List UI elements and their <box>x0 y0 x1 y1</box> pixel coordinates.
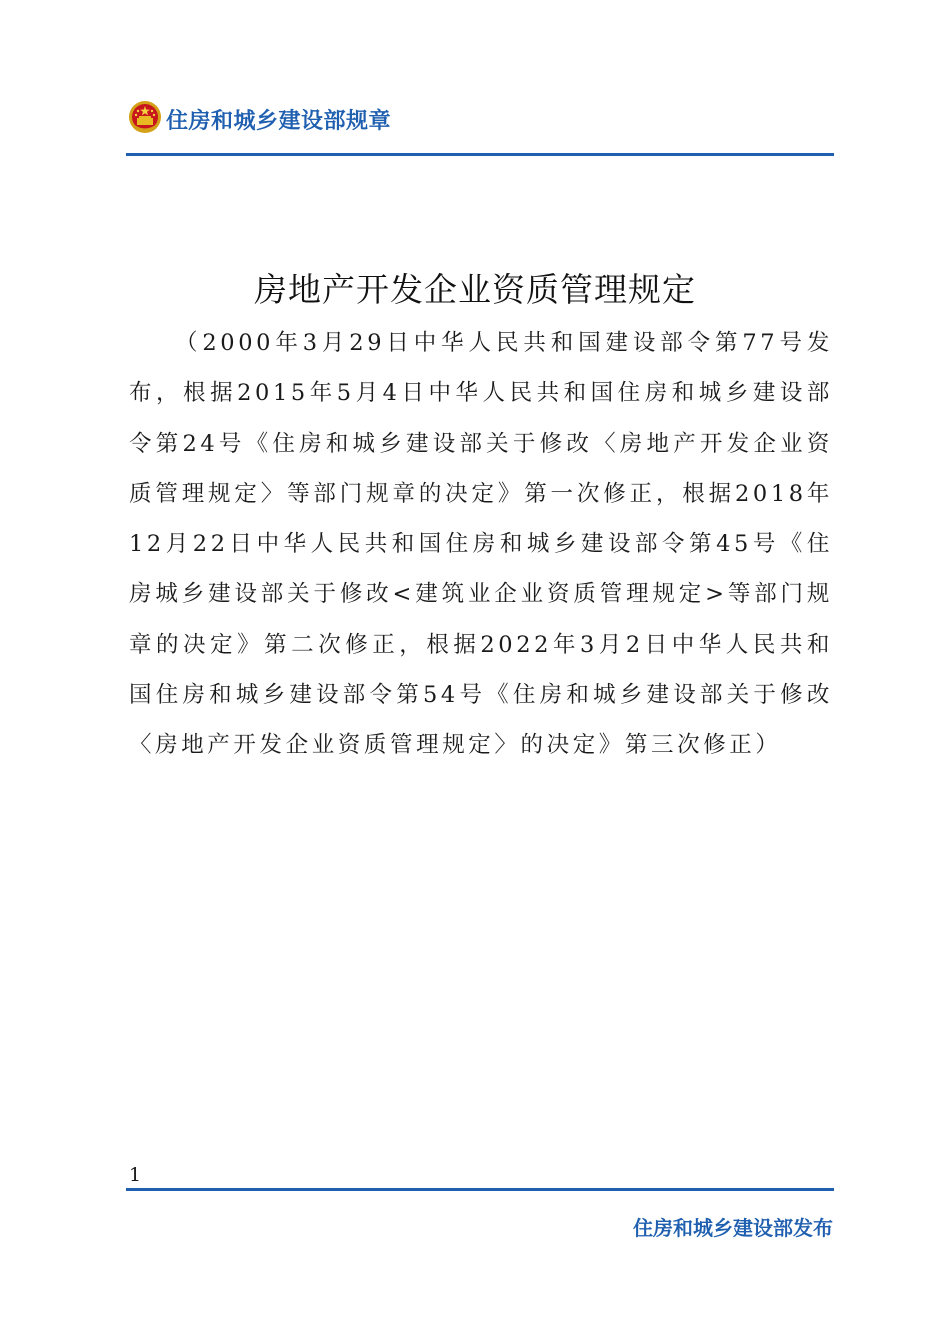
document-preamble: （2000年3月29日中华人民共和国建设部令第77号发布，根据2015年5月4日中华人民共和国住房和城乡建设部令第24号《住房和城乡建设部关于修改〈房地产开发企业资质管理规定〉等部门规章的决定》第一次修正，根据2018年12月22日中华人民共和国住房和城乡建设部令第45号《住房城乡建设部关于修改<建筑业企业资质管理规定>等部门规章的决定》第二次修正，根据2022年3月2日中华人民共和国住房和城乡建设部令第54号《住房和城乡建设部关于修改〈房地产开发企业资质管理规定〉的决定》第三次修正） <box>129 330 833 759</box>
national-emblem-icon <box>128 100 162 134</box>
page-header <box>128 98 834 148</box>
footer-divider <box>126 1188 834 1191</box>
header-divider <box>126 153 834 156</box>
header-title: 住房和城乡建设部规章 <box>166 109 392 134</box>
document-title: 房地产开发企业资质管理规定 <box>254 270 696 309</box>
footer-publisher: 住房和城乡建设部发布 <box>633 1216 833 1240</box>
page-number: 1 <box>129 1164 142 1186</box>
